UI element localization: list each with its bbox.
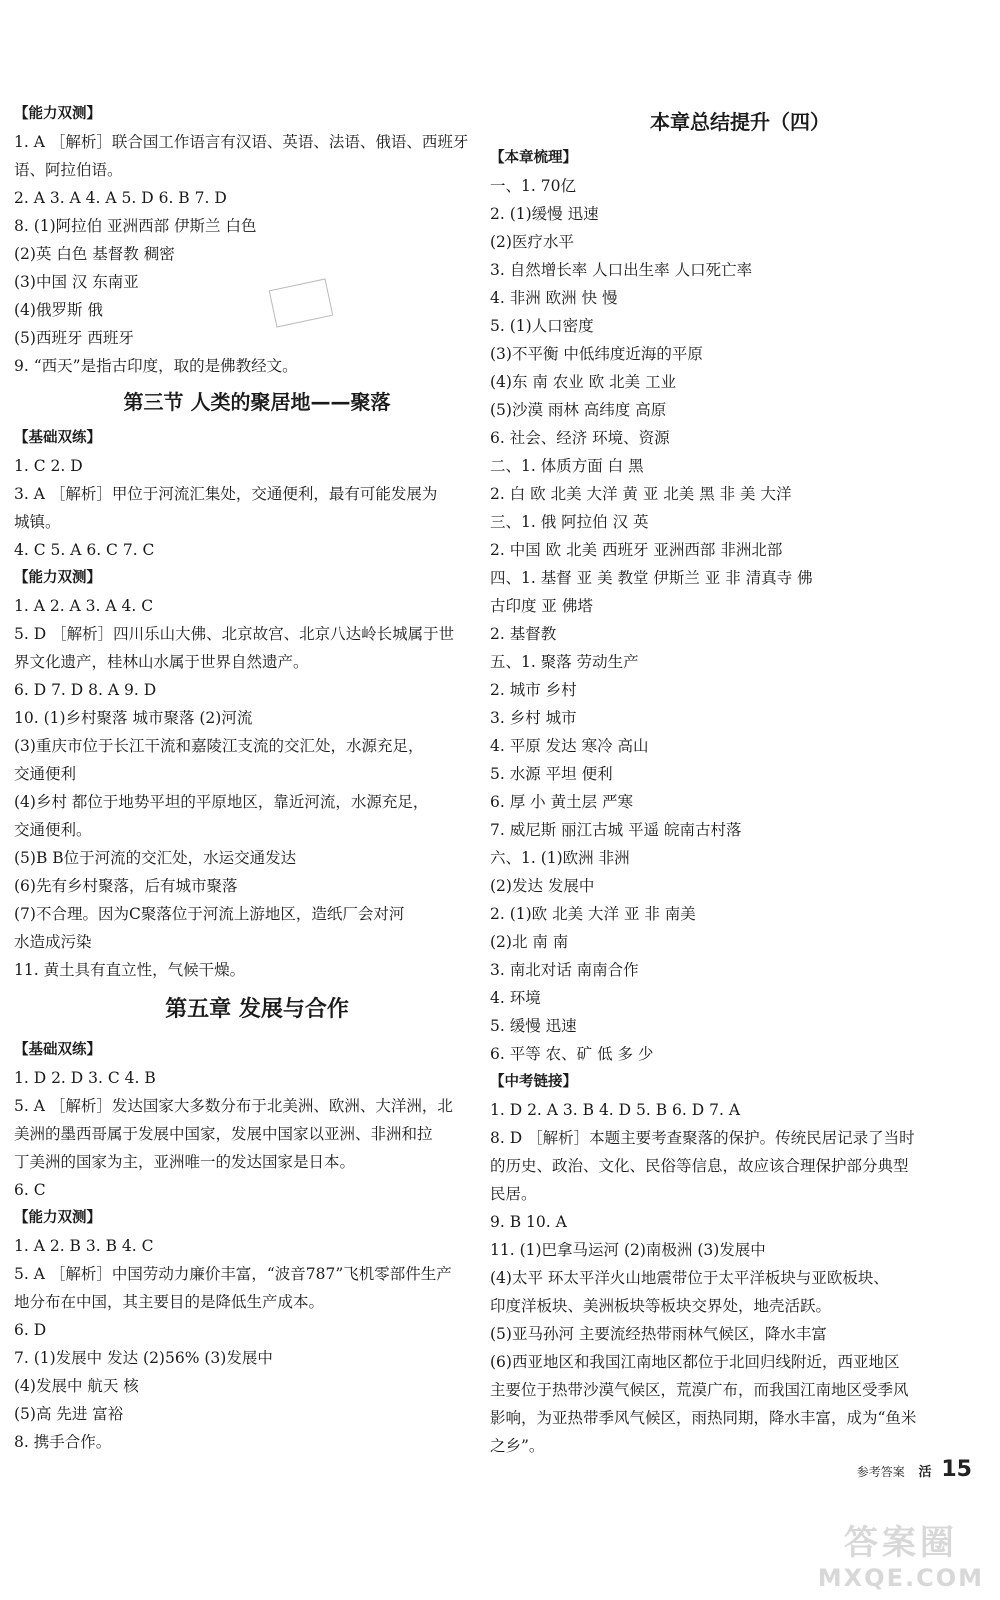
answer-line: 民居。 — [490, 1185, 537, 1203]
answer-line: 六、1. (1)欧洲 非洲 — [490, 849, 630, 867]
answer-line: 6. D — [14, 1321, 47, 1339]
answer-line: 5. A ［解析］中国劳动力廉价丰富，“波音787”飞机零部件生产 — [14, 1265, 452, 1283]
answer-line: 11. (1)巴拿马运河 (2)南极洲 (3)发展中 — [490, 1241, 766, 1259]
answer-line: 6. D 7. D 8. A 9. D — [14, 681, 157, 699]
answer-line: 1. C 2. D — [14, 457, 83, 475]
answer-line: 5. 缓慢 迅速 — [490, 1017, 577, 1035]
answer-line: (5)高 先进 富裕 — [14, 1405, 124, 1423]
answer-line: 2. (1)缓慢 迅速 — [490, 205, 599, 223]
answer-line: 水造成污染 — [14, 933, 92, 951]
answer-line: 5. A ［解析］发达国家大多数分布于北美洲、欧洲、大洋洲，北 — [14, 1097, 453, 1115]
answer-line: (4)太平 环太平洋火山地震带位于太平洋板块与亚欧板块、 — [490, 1269, 889, 1287]
answer-line: 7. (1)发展中 发达 (2)56% (3)发展中 — [14, 1349, 273, 1367]
answer-line: (3)中国 汉 东南亚 — [14, 273, 139, 291]
answer-line: 交通便利。 — [14, 821, 92, 839]
answer-line: (3)不平衡 中低纬度近海的平原 — [490, 345, 703, 363]
answer-line: 9. B 10. A — [490, 1213, 567, 1231]
answer-line: (4)东 南 农业 欧 北美 工业 — [490, 373, 677, 391]
section-heading: 本章总结提升（四） — [650, 110, 830, 134]
answer-line: 6. 社会、经济 环境、资源 — [490, 429, 670, 447]
answer-line: 6. 平等 农、矿 低 多 少 — [490, 1045, 654, 1063]
answer-line: (4)发展中 航天 核 — [14, 1377, 139, 1395]
answer-line: 地分布在中国，其主要目的是降低生产成本。 — [14, 1293, 325, 1311]
answer-line: (3)重庆市位于长江干流和嘉陵江支流的交汇处，水源充足， — [14, 737, 424, 755]
answer-line: 的历史、政治、文化、民俗等信息，故应该合理保护部分典型 — [490, 1157, 909, 1175]
answer-line: 11. 黄土具有直立性，气候干燥。 — [14, 961, 246, 979]
answer-line: 2. A 3. A 4. A 5. D 6. B 7. D — [14, 189, 227, 207]
answer-line: 8. 携手合作。 — [14, 1433, 112, 1451]
answer-line: 3. 自然增长率 人口出生率 人口死亡率 — [490, 261, 753, 279]
answer-line: 界文化遗产，桂林山水属于世界自然遗产。 — [14, 653, 309, 671]
section-label: 【基础双练】 — [14, 1042, 101, 1058]
answer-line: 8. (1)阿拉伯 亚洲西部 伊斯兰 白色 — [14, 217, 257, 235]
answer-line: 2. 白 欧 北美 大洋 黄 亚 北美 黑 非 美 大洋 — [490, 485, 792, 503]
answer-line: 丁美洲的国家为主，亚洲唯一的发达国家是日本。 — [14, 1153, 356, 1171]
answer-line: 2. 城市 乡村 — [490, 681, 577, 699]
answer-line: 交通便利 — [14, 765, 77, 783]
answer-line: (5)西班牙 西班牙 — [14, 329, 134, 347]
section-label: 【基础双练】 — [14, 430, 101, 446]
answer-line: 7. 威尼斯 丽江古城 平遥 皖南古村落 — [490, 821, 742, 839]
answer-line: 一、1. 70亿 — [490, 177, 576, 195]
answer-line: 6. C — [14, 1181, 46, 1199]
answer-line: 美洲的墨西哥属于发展中国家，发展中国家以亚洲、非洲和拉 — [14, 1125, 433, 1143]
watermark-line2: MXQE.COM — [817, 1564, 984, 1592]
answer-line: 二、1. 体质方面 白 黑 — [490, 457, 644, 475]
answer-line: 4. C 5. A 6. C 7. C — [14, 541, 155, 559]
answer-line: 主要位于热带沙漠气候区，荒漠广布，而我国江南地区受季风 — [490, 1381, 909, 1399]
answer-line: 五、1. 聚落 劳动生产 — [490, 653, 639, 671]
answer-line: 4. 平原 发达 寒冷 高山 — [490, 737, 649, 755]
answer-line: 5. D ［解析］四川乐山大佛、北京故宫、北京八达岭长城属于世 — [14, 625, 455, 643]
section-heading: 第三节 人类的聚居地——聚落 — [123, 390, 391, 414]
left-column — [14, 100, 500, 1456]
answer-line: 4. 环境 — [490, 989, 541, 1007]
answer-line: 影响，为亚热带季风气候区，雨热同期，降水丰富，成为“鱼米 — [490, 1409, 917, 1427]
answer-line: (6)西亚地区和我国江南地区都位于北回归线附近，西亚地区 — [490, 1353, 900, 1371]
answer-line: (6)先有乡村聚落，后有城市聚落 — [14, 877, 238, 895]
answer-line: (5)亚马孙河 主要流经热带雨林气候区，降水丰富 — [490, 1325, 827, 1343]
answer-line: 2. (1)欧 北美 大洋 亚 非 南美 — [490, 905, 696, 923]
page-footer — [857, 1457, 972, 1482]
watermark-logo — [818, 1515, 984, 1592]
chapter-heading: 第五章 发展与合作 — [165, 997, 349, 1022]
answer-line: 3. 南北对话 南南合作 — [490, 961, 639, 979]
section-label: 【能力双测】 — [14, 1210, 101, 1226]
footer-mark: 活 — [918, 1465, 932, 1480]
answer-line: (4)俄罗斯 俄 — [14, 301, 103, 319]
answer-line: 3. A ［解析］甲位于河流汇集处，交通便利，最有可能发展为 — [14, 485, 438, 503]
answer-line: 1. D 2. D 3. C 4. B — [14, 1069, 156, 1087]
answer-line: (5)沙漠 雨林 高纬度 高原 — [490, 401, 667, 419]
answer-line: 语、阿拉伯语。 — [14, 161, 123, 179]
answer-line: 9. “西天”是指古印度，取的是佛教经文。 — [14, 357, 298, 375]
section-label: 【中考链接】 — [490, 1074, 577, 1090]
page-number: 15 — [941, 1457, 972, 1482]
answer-line: (2)英 白色 基督教 稠密 — [14, 245, 175, 263]
answer-line: 四、1. 基督 亚 美 教堂 伊斯兰 亚 非 清真寺 佛 — [490, 569, 813, 587]
answer-line: 5. 水源 平坦 便利 — [490, 765, 613, 783]
answer-line: 1. A ［解析］联合国工作语言有汉语、英语、法语、俄语、西班牙 — [14, 133, 469, 151]
answer-line: (2)医疗水平 — [490, 233, 574, 251]
answer-line: 2. 基督教 — [490, 625, 557, 643]
answer-line: 6. 厚 小 黄土层 严寒 — [490, 793, 633, 811]
watermark-line1: 答案圈 — [843, 1523, 958, 1563]
answer-line: (5)B B位于河流的交汇处，水运交通发达 — [14, 849, 297, 867]
right-column — [490, 100, 990, 1460]
footer-label: 参考答案 — [856, 1465, 905, 1479]
answer-line: 印度洋板块、美洲板块等板块交界处，地壳活跃。 — [490, 1297, 832, 1315]
answer-line: 4. 非洲 欧洲 快 慢 — [490, 289, 618, 307]
answer-line: (4)乡村 都位于地势平坦的平原地区，靠近河流，水源充足， — [14, 793, 429, 811]
answer-line: 1. A 2. A 3. A 4. C — [14, 597, 154, 615]
answer-line: 城镇。 — [14, 513, 61, 531]
answer-line: 3. 乡村 城市 — [490, 709, 577, 727]
section-label: 【能力双测】 — [14, 570, 101, 586]
answer-line: (7)不合理。因为C聚落位于河流上游地区，造纸厂会对河 — [14, 905, 405, 923]
answer-line: 三、1. 俄 阿拉伯 汉 英 — [490, 513, 649, 531]
answer-line: 1. D 2. A 3. B 4. D 5. B 6. D 7. A — [490, 1101, 741, 1119]
answer-line: (2)发达 发展中 — [490, 877, 595, 895]
answer-line: 之乡”。 — [490, 1437, 545, 1455]
answer-line: 8. D ［解析］本题主要考查聚落的保护。传统民居记录了当时 — [490, 1129, 915, 1147]
answer-line: 1. A 2. B 3. B 4. C — [14, 1237, 154, 1255]
answer-line: 古印度 亚 佛塔 — [490, 597, 593, 615]
section-label: 【能力双测】 — [14, 106, 101, 122]
answer-line: 2. 中国 欧 北美 西班牙 亚洲西部 非洲北部 — [490, 541, 783, 559]
answer-line: (2)北 南 南 — [490, 933, 569, 951]
answer-line: 10. (1)乡村聚落 城市聚落 (2)河流 — [14, 709, 253, 727]
answer-line: 5. (1)人口密度 — [490, 317, 594, 335]
section-label: 【本章梳理】 — [490, 150, 577, 166]
